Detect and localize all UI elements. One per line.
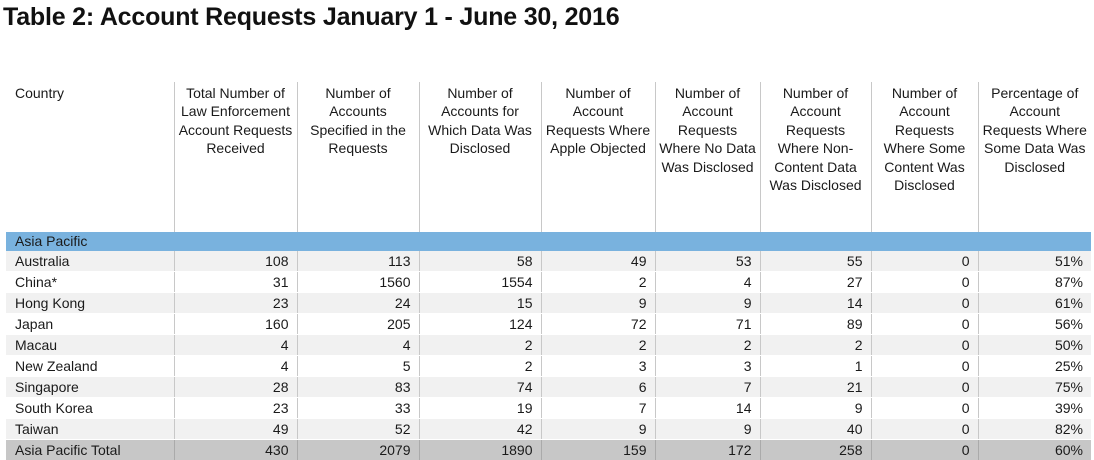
cell-accounts-specified: 1560: [297, 272, 419, 293]
total-non-content-disclosed: 258: [760, 440, 871, 460]
region-total-row: [6, 440, 1091, 460]
column-header-percentage-disclosed: Percentage of Account Requests Where Some Data Was Disclosed: [978, 82, 1091, 232]
total-accounts-specified: 2079: [297, 440, 419, 460]
cell-accounts-specified: 5: [297, 356, 419, 377]
cell-content-disclosed: 0: [871, 356, 978, 377]
cell-percentage-disclosed: 61%: [978, 293, 1091, 314]
cell-no-data-disclosed: 7: [655, 377, 760, 398]
cell-non-content-disclosed: 89: [760, 314, 871, 335]
cell-accounts-specified: 52: [297, 419, 419, 440]
cell-no-data-disclosed: 2: [655, 335, 760, 356]
column-header-non-content-disclosed: Number of Account Requests Where Non-Content Data Was Disclosed: [760, 82, 871, 232]
cell-accounts-disclosed: 19: [419, 398, 541, 419]
total-percentage-disclosed: 60%: [978, 440, 1091, 460]
cell-total-requests: 4: [174, 335, 297, 356]
cell-accounts-specified: 33: [297, 398, 419, 419]
account-requests-table: [6, 82, 1091, 460]
cell-non-content-disclosed: 21: [760, 377, 871, 398]
cell-content-disclosed: 0: [871, 314, 978, 335]
cell-content-disclosed: 0: [871, 251, 978, 272]
column-header-no-data-disclosed: Number of Account Requests Where No Data Was Disclosed: [655, 82, 760, 232]
cell-no-data-disclosed: 3: [655, 356, 760, 377]
column-header-total-requests: Total Number of Law Enforcement Account Requests Received: [174, 82, 297, 232]
country-cell: Singapore: [6, 377, 174, 398]
cell-no-data-disclosed: 4: [655, 272, 760, 293]
cell-no-data-disclosed: 53: [655, 251, 760, 272]
country-cell: Taiwan: [6, 419, 174, 440]
cell-total-requests: 31: [174, 272, 297, 293]
cell-non-content-disclosed: 2: [760, 335, 871, 356]
cell-accounts-disclosed: 42: [419, 419, 541, 440]
table-row: [6, 398, 1091, 419]
cell-percentage-disclosed: 82%: [978, 419, 1091, 440]
column-header-accounts-specified: Number of Accounts Specified in the Requests: [297, 82, 419, 232]
cell-percentage-disclosed: 87%: [978, 272, 1091, 293]
cell-apple-objected: 9: [541, 419, 655, 440]
cell-percentage-disclosed: 75%: [978, 377, 1091, 398]
cell-accounts-specified: 24: [297, 293, 419, 314]
cell-no-data-disclosed: 14: [655, 398, 760, 419]
cell-total-requests: 49: [174, 419, 297, 440]
cell-apple-objected: 2: [541, 272, 655, 293]
total-no-data-disclosed: 172: [655, 440, 760, 460]
cell-accounts-specified: 205: [297, 314, 419, 335]
cell-no-data-disclosed: 9: [655, 419, 760, 440]
cell-percentage-disclosed: 39%: [978, 398, 1091, 419]
cell-content-disclosed: 0: [871, 272, 978, 293]
table-row: [6, 314, 1091, 335]
cell-percentage-disclosed: 50%: [978, 335, 1091, 356]
cell-percentage-disclosed: 56%: [978, 314, 1091, 335]
cell-accounts-specified: 83: [297, 377, 419, 398]
cell-content-disclosed: 0: [871, 398, 978, 419]
cell-non-content-disclosed: 55: [760, 251, 871, 272]
column-header-content-disclosed: Number of Account Requests Where Some Content Was Disclosed: [871, 82, 978, 232]
table-row: [6, 272, 1091, 293]
cell-accounts-specified: 113: [297, 251, 419, 272]
cell-accounts-disclosed: 15: [419, 293, 541, 314]
cell-accounts-disclosed: 2: [419, 335, 541, 356]
cell-apple-objected: 3: [541, 356, 655, 377]
page-title: Table 2: Account Requests January 1 - June 30, 2016: [3, 2, 619, 32]
table-row: [6, 293, 1091, 314]
total-label: Asia Pacific Total: [6, 440, 174, 460]
cell-non-content-disclosed: 14: [760, 293, 871, 314]
table-row: [6, 377, 1091, 398]
cell-non-content-disclosed: 1: [760, 356, 871, 377]
cell-total-requests: 108: [174, 251, 297, 272]
cell-percentage-disclosed: 51%: [978, 251, 1091, 272]
cell-content-disclosed: 0: [871, 377, 978, 398]
country-cell: China*: [6, 272, 174, 293]
cell-apple-objected: 9: [541, 293, 655, 314]
country-cell: New Zealand: [6, 356, 174, 377]
cell-content-disclosed: 0: [871, 293, 978, 314]
cell-total-requests: 28: [174, 377, 297, 398]
cell-accounts-disclosed: 124: [419, 314, 541, 335]
cell-accounts-disclosed: 58: [419, 251, 541, 272]
cell-no-data-disclosed: 71: [655, 314, 760, 335]
total-accounts-disclosed: 1890: [419, 440, 541, 460]
column-header-accounts-disclosed: Number of Accounts for Which Data Was Disclosed: [419, 82, 541, 232]
region-label: Asia Pacific: [6, 232, 174, 251]
cell-percentage-disclosed: 25%: [978, 356, 1091, 377]
column-header-country: Country: [6, 82, 174, 232]
cell-accounts-disclosed: 1554: [419, 272, 541, 293]
cell-apple-objected: 7: [541, 398, 655, 419]
region-header-row: [6, 232, 1091, 251]
cell-total-requests: 4: [174, 356, 297, 377]
table-row: [6, 356, 1091, 377]
table-row: [6, 251, 1091, 272]
cell-accounts-specified: 4: [297, 335, 419, 356]
cell-non-content-disclosed: 9: [760, 398, 871, 419]
cell-content-disclosed: 0: [871, 335, 978, 356]
cell-non-content-disclosed: 27: [760, 272, 871, 293]
cell-non-content-disclosed: 40: [760, 419, 871, 440]
country-cell: South Korea: [6, 398, 174, 419]
country-cell: Hong Kong: [6, 293, 174, 314]
country-cell: Japan: [6, 314, 174, 335]
total-apple-objected: 159: [541, 440, 655, 460]
table-row: [6, 419, 1091, 440]
cell-total-requests: 23: [174, 293, 297, 314]
cell-total-requests: 23: [174, 398, 297, 419]
cell-accounts-disclosed: 2: [419, 356, 541, 377]
header-row: [6, 82, 1091, 232]
country-cell: Macau: [6, 335, 174, 356]
cell-apple-objected: 6: [541, 377, 655, 398]
total-requests: 430: [174, 440, 297, 460]
cell-accounts-disclosed: 74: [419, 377, 541, 398]
country-cell: Australia: [6, 251, 174, 272]
cell-content-disclosed: 0: [871, 419, 978, 440]
cell-apple-objected: 72: [541, 314, 655, 335]
cell-apple-objected: 49: [541, 251, 655, 272]
cell-no-data-disclosed: 9: [655, 293, 760, 314]
cell-total-requests: 160: [174, 314, 297, 335]
total-content-disclosed: 0: [871, 440, 978, 460]
table-row: [6, 335, 1091, 356]
column-header-apple-objected: Number of Account Requests Where Apple Objected: [541, 82, 655, 232]
cell-apple-objected: 2: [541, 335, 655, 356]
